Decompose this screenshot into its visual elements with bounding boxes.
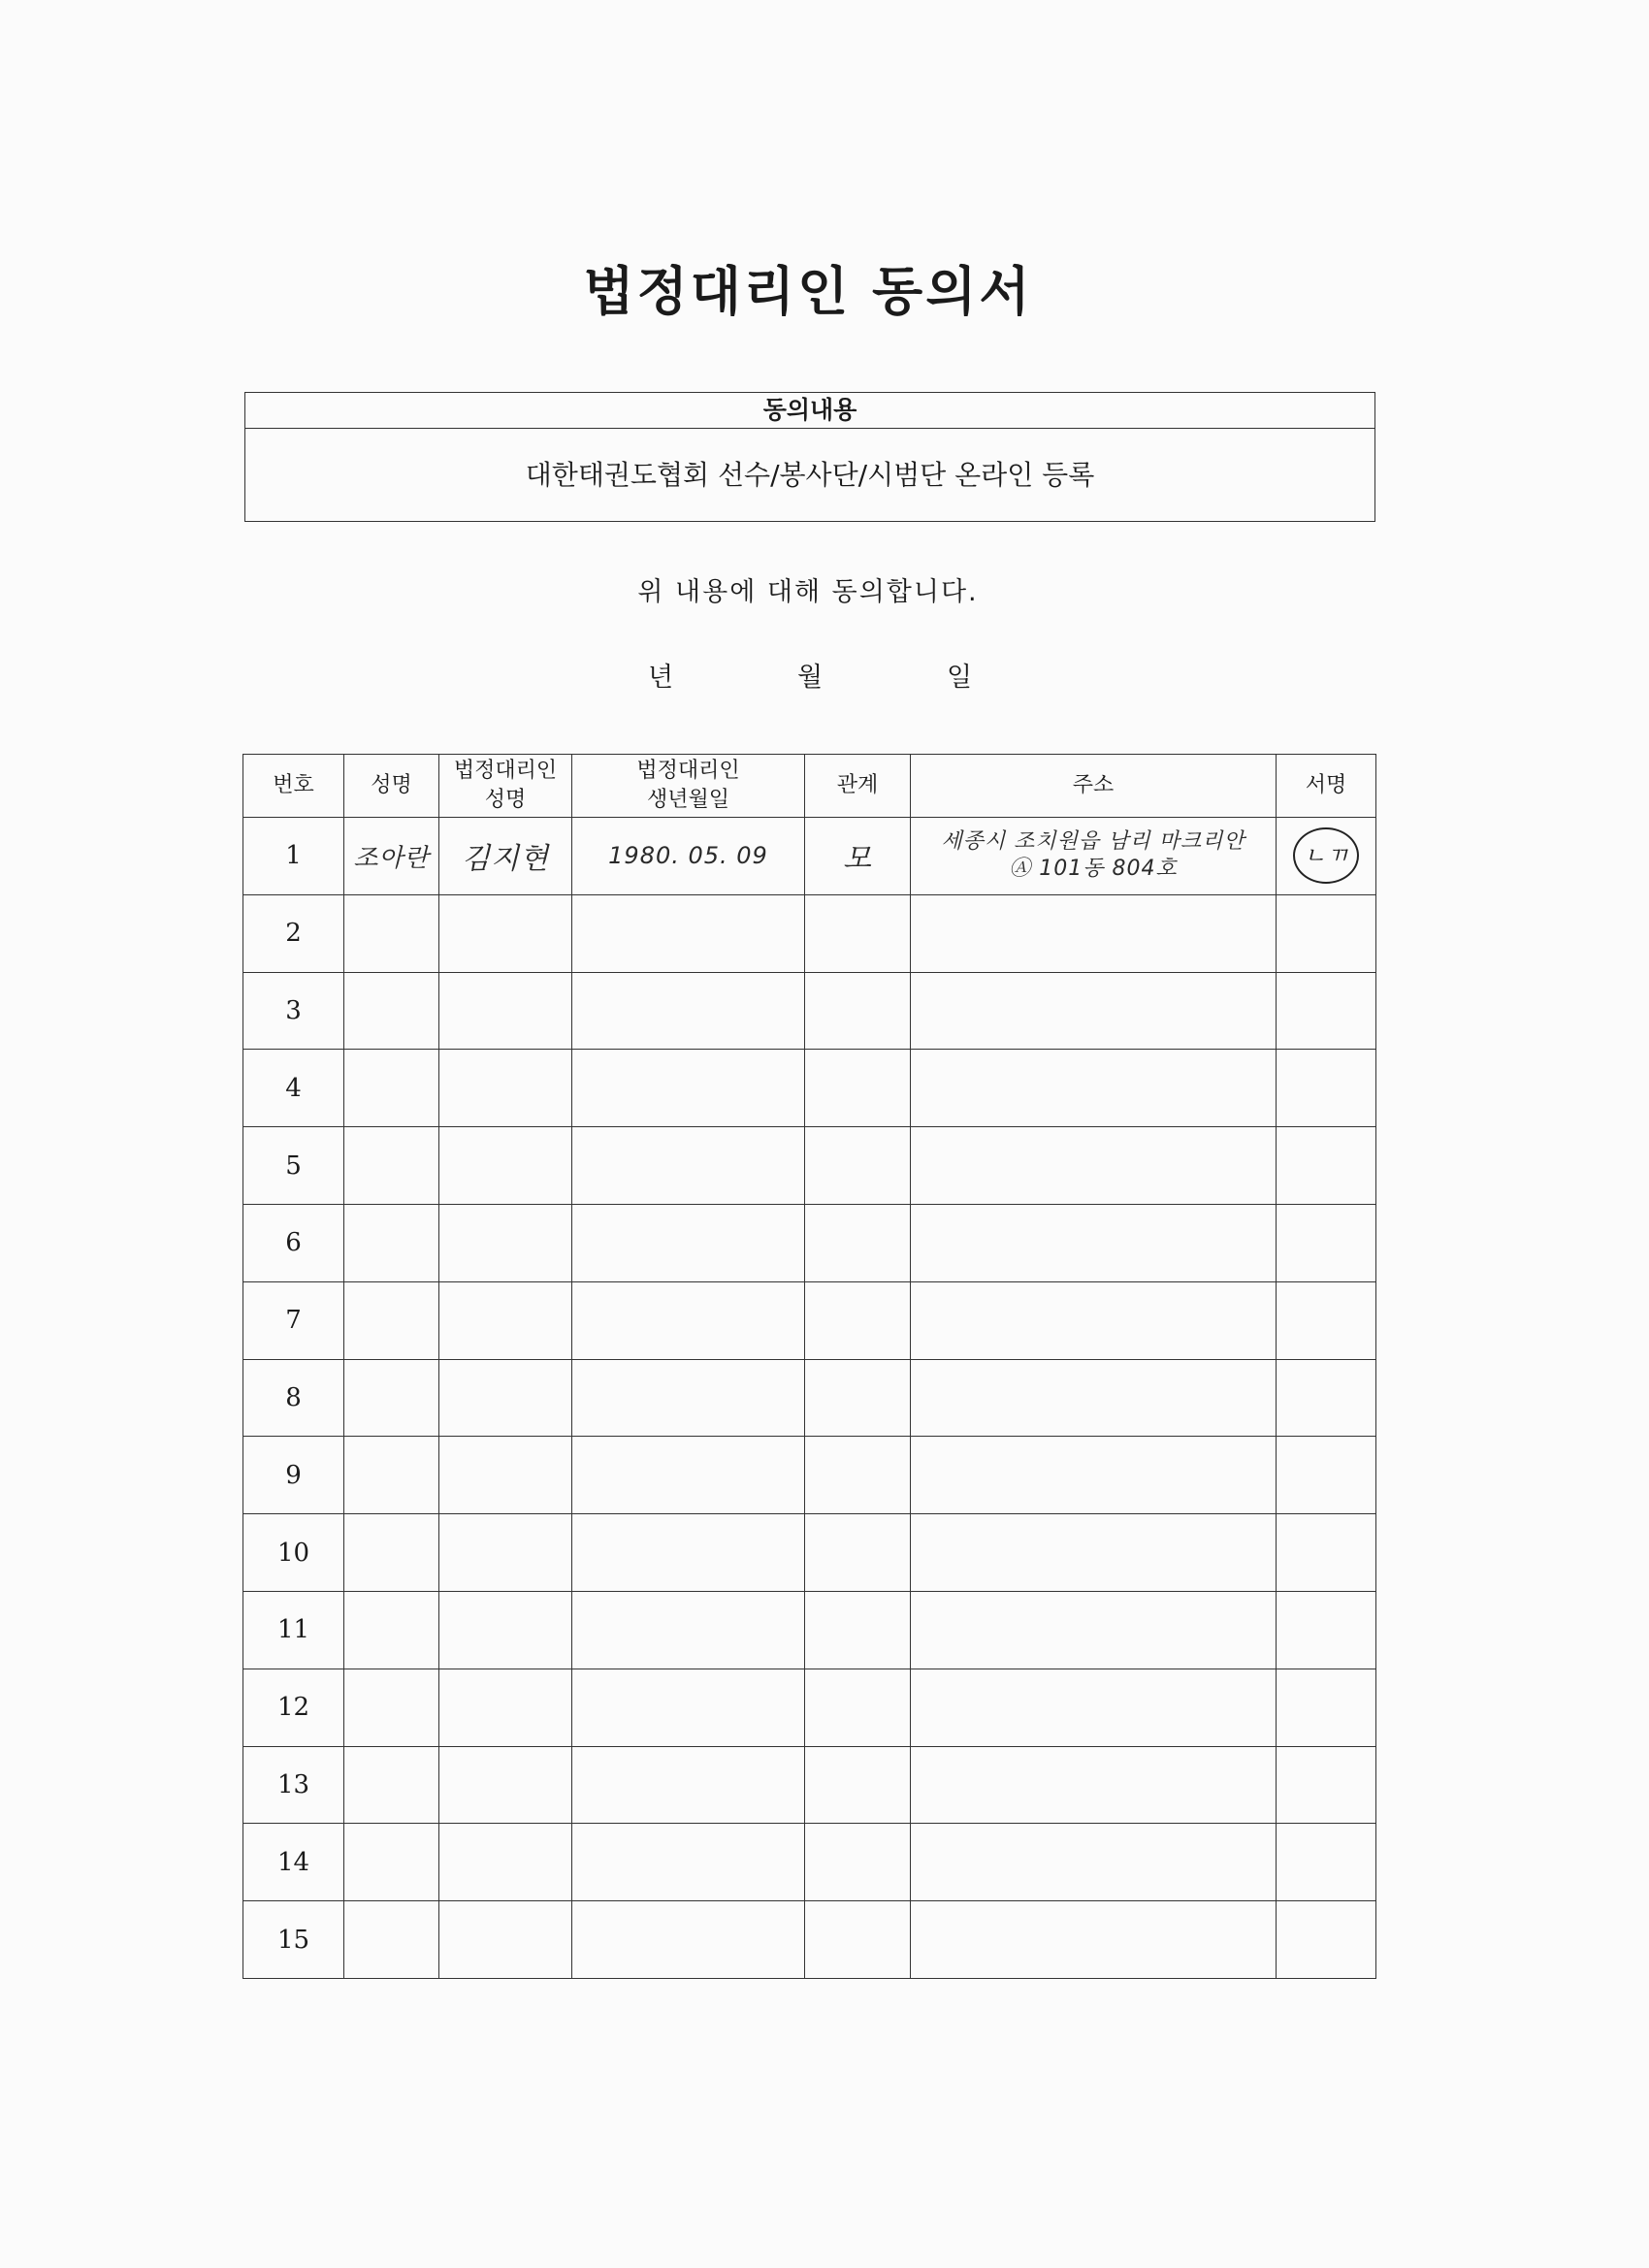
document-title: 법정대리인 동의서	[583, 261, 1033, 322]
cell-name	[344, 1050, 439, 1127]
cell-guardian-name	[439, 818, 572, 895]
cell-guardian-dob	[572, 1824, 805, 1901]
cell-guardian-dob	[572, 1050, 805, 1127]
cell-name	[344, 894, 439, 972]
cell-relation	[805, 1204, 911, 1281]
cell-no: 1	[243, 818, 344, 895]
cell-name	[344, 818, 439, 895]
cell-guardian-dob	[572, 1591, 805, 1669]
cell-relation	[805, 1514, 911, 1592]
cell-guardian-dob	[572, 1359, 805, 1437]
table-row	[243, 1901, 1376, 1979]
handwritten-address-line1: 세종시 조치원읍 남리 마크리안	[941, 829, 1245, 855]
cell-name	[344, 1591, 439, 1669]
agreement-text: 위 내용에 대해 동의합니다.	[637, 577, 979, 607]
header-signature: 서명	[1277, 755, 1376, 818]
handwritten-relation: 모	[843, 842, 872, 877]
cell-relation	[805, 1669, 911, 1746]
cell-address	[911, 1437, 1277, 1514]
cell-no: 7	[243, 1281, 344, 1359]
signature-mark: ㄴㄲ	[1293, 827, 1359, 884]
cell-name	[344, 1204, 439, 1281]
cell-no: 12	[243, 1669, 344, 1746]
cell-signature	[1277, 1050, 1376, 1127]
header-guardian-name	[439, 755, 572, 818]
cell-guardian-name	[439, 1901, 572, 1979]
consent-content: 대한태권도협회 선수/봉사단/시범단 온라인 등록	[525, 459, 1095, 491]
cell-name	[344, 1901, 439, 1979]
cell-signature	[1277, 1746, 1376, 1824]
header-guardian-dob-line2: 생년월일	[646, 788, 729, 812]
cell-no: 13	[243, 1746, 344, 1824]
cell-name	[344, 1824, 439, 1901]
cell-relation	[805, 894, 911, 972]
cell-signature	[1277, 818, 1376, 895]
handwritten-name: 조아란	[353, 843, 430, 873]
cell-address	[911, 818, 1277, 895]
consent-box	[244, 392, 1375, 522]
cell-no: 10	[243, 1514, 344, 1592]
cell-relation	[805, 1127, 911, 1205]
cell-relation	[805, 1050, 911, 1127]
table-header-row	[243, 755, 1376, 818]
cell-relation	[805, 1901, 911, 1979]
cell-relation	[805, 972, 911, 1050]
consent-heading: 동의내용	[245, 393, 1374, 429]
cell-no: 14	[243, 1824, 344, 1901]
cell-guardian-name	[439, 1824, 572, 1901]
cell-guardian-dob	[572, 1204, 805, 1281]
table-row	[243, 1127, 1376, 1205]
cell-guardian-name	[439, 1669, 572, 1746]
cell-address	[911, 1746, 1277, 1824]
date-month-label: 월	[797, 663, 824, 693]
cell-address	[911, 1359, 1277, 1437]
cell-guardian-name	[439, 1359, 572, 1437]
table-row	[243, 1050, 1376, 1127]
cell-guardian-name	[439, 1514, 572, 1592]
header-relation: 관계	[805, 755, 911, 818]
cell-name	[344, 1359, 439, 1437]
cell-no: 8	[243, 1359, 344, 1437]
cell-signature	[1277, 1359, 1376, 1437]
cell-guardian-name	[439, 894, 572, 972]
header-guardian-dob-line1: 법정대리인	[636, 759, 740, 783]
cell-guardian-dob	[572, 1437, 805, 1514]
cell-no: 4	[243, 1050, 344, 1127]
header-address: 주소	[911, 755, 1277, 818]
cell-address	[911, 1824, 1277, 1901]
cell-address	[911, 894, 1277, 972]
cell-guardian-name	[439, 1281, 572, 1359]
cell-no: 9	[243, 1437, 344, 1514]
table-row	[243, 1514, 1376, 1592]
cell-guardian-name	[439, 972, 572, 1050]
date-day-label: 일	[947, 663, 973, 693]
handwritten-address-line2: Ⓐ 101동 804호	[1009, 857, 1178, 882]
handwritten-guardian-name: 김지현	[462, 842, 549, 877]
cell-signature	[1277, 1437, 1376, 1514]
cell-guardian-name	[439, 1746, 572, 1824]
cell-signature	[1277, 1824, 1376, 1901]
cell-signature	[1277, 1281, 1376, 1359]
cell-guardian-dob	[572, 1746, 805, 1824]
cell-no: 6	[243, 1204, 344, 1281]
cell-guardian-dob	[572, 1669, 805, 1746]
cell-name	[344, 1514, 439, 1592]
table-row	[243, 894, 1376, 972]
table-row	[243, 1359, 1376, 1437]
cell-guardian-dob	[572, 1127, 805, 1205]
cell-address	[911, 1050, 1277, 1127]
table-row	[243, 972, 1376, 1050]
header-name: 성명	[344, 755, 439, 818]
cell-name	[344, 1746, 439, 1824]
cell-name	[344, 1281, 439, 1359]
cell-no: 3	[243, 972, 344, 1050]
header-guardian-dob	[572, 755, 805, 818]
cell-no: 15	[243, 1901, 344, 1979]
cell-address	[911, 1591, 1277, 1669]
cell-guardian-dob	[572, 818, 805, 895]
cell-relation	[805, 1359, 911, 1437]
cell-relation	[805, 1591, 911, 1669]
cell-no: 5	[243, 1127, 344, 1205]
registration-table	[242, 754, 1376, 1979]
date-year-label: 년	[648, 663, 674, 693]
table-row	[243, 1746, 1376, 1824]
table-row	[243, 1204, 1376, 1281]
cell-address	[911, 1127, 1277, 1205]
cell-address	[911, 1669, 1277, 1746]
cell-relation	[805, 1437, 911, 1514]
cell-name	[344, 1437, 439, 1514]
cell-guardian-dob	[572, 972, 805, 1050]
cell-relation	[805, 1746, 911, 1824]
cell-address	[911, 972, 1277, 1050]
cell-relation	[805, 1824, 911, 1901]
cell-signature	[1277, 1204, 1376, 1281]
cell-signature	[1277, 1669, 1376, 1746]
cell-signature	[1277, 1591, 1376, 1669]
cell-signature	[1277, 972, 1376, 1050]
cell-name	[344, 1669, 439, 1746]
cell-signature	[1277, 1127, 1376, 1205]
cell-guardian-dob	[572, 1514, 805, 1592]
cell-address	[911, 1514, 1277, 1592]
header-no: 번호	[243, 755, 344, 818]
cell-signature	[1277, 1514, 1376, 1592]
cell-guardian-dob	[572, 1281, 805, 1359]
cell-relation	[805, 1281, 911, 1359]
cell-guardian-name	[439, 1437, 572, 1514]
cell-guardian-name	[439, 1204, 572, 1281]
cell-no: 11	[243, 1591, 344, 1669]
table-row	[243, 1669, 1376, 1746]
cell-name	[344, 1127, 439, 1205]
cell-signature	[1277, 894, 1376, 972]
header-guardian-name-line1: 법정대리인	[453, 759, 558, 783]
cell-guardian-name	[439, 1591, 572, 1669]
cell-address	[911, 1901, 1277, 1979]
cell-relation	[805, 818, 911, 895]
cell-signature	[1277, 1901, 1376, 1979]
cell-name	[344, 972, 439, 1050]
cell-guardian-dob	[572, 1901, 805, 1979]
table-row	[243, 1824, 1376, 1901]
cell-no: 2	[243, 894, 344, 972]
header-guardian-name-line2: 성명	[484, 788, 527, 812]
table-row	[243, 1591, 1376, 1669]
table-row	[243, 818, 1376, 895]
table-row	[243, 1437, 1376, 1514]
table-row	[243, 1281, 1376, 1359]
handwritten-guardian-dob: 1980. 05. 09	[608, 842, 768, 870]
cell-guardian-dob	[572, 894, 805, 972]
cell-address	[911, 1204, 1277, 1281]
cell-guardian-name	[439, 1050, 572, 1127]
cell-guardian-name	[439, 1127, 572, 1205]
cell-address	[911, 1281, 1277, 1359]
